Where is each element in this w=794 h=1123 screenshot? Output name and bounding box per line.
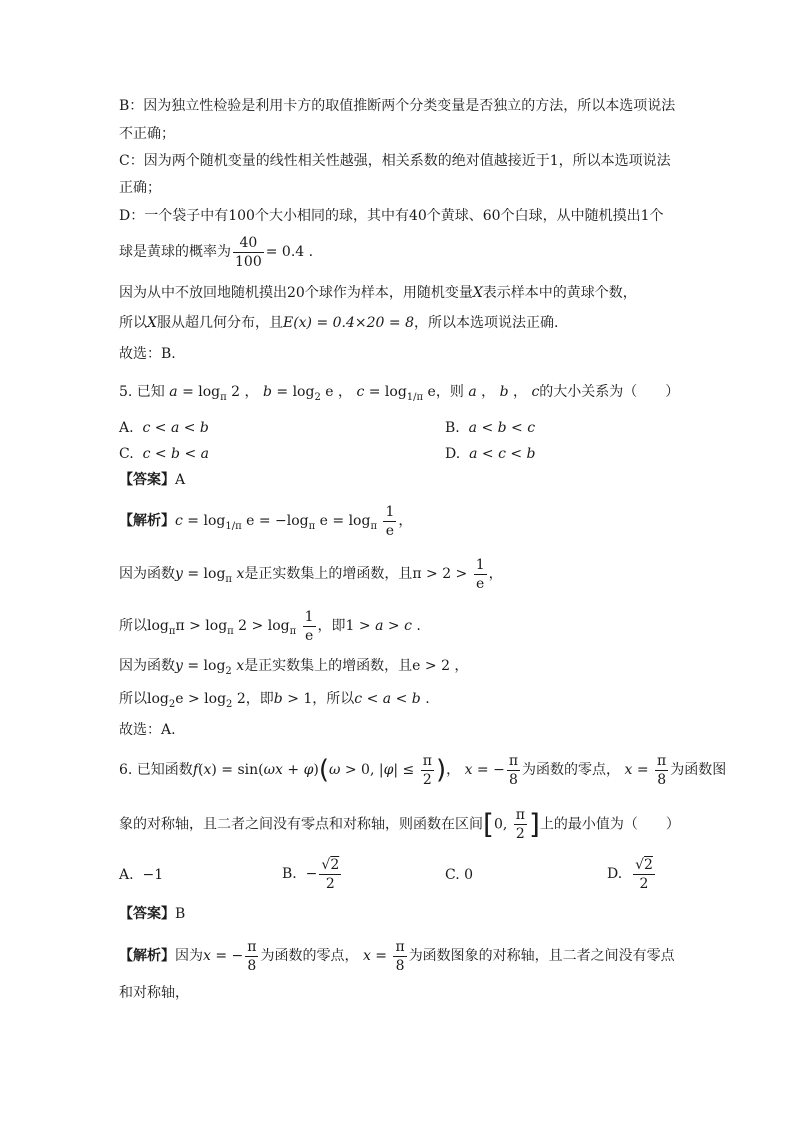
q4-d-line3 bbox=[119, 283, 637, 303]
q5-analysis-line4: 因为函数$y = \log_2 x$是正实数集上的增函数，且e > 2 ， bbox=[119, 658, 469, 677]
fraction-numerator: 40 bbox=[233, 234, 264, 253]
q5-stem-prefix: 5. 已知 bbox=[119, 384, 165, 400]
q5-l5-a: 所以 bbox=[119, 691, 147, 707]
answer-label: 【答案】 bbox=[119, 472, 175, 488]
fraction-denominator: 100 bbox=[235, 253, 262, 270]
option-expr: c < a < b bbox=[142, 420, 209, 436]
q5-option-b bbox=[445, 418, 535, 438]
option-label: D. bbox=[607, 866, 623, 882]
option-label: D. bbox=[445, 446, 461, 462]
q4-d-line4-b: 服从超几何分布，且 bbox=[156, 315, 283, 331]
q4-d-line3-a: 因为从中不放回地随机摸出20个球作为样本，用随机变量 bbox=[119, 285, 473, 301]
q6-stem2-b: 上的最小值为（ ） bbox=[539, 816, 680, 833]
q5-analysis-line5: 所以$\log_2e > \log_2 2$，即b > 1，所以c < a < b . bbox=[119, 691, 430, 710]
q4-d-line2-text: 球是黄球的概率为 bbox=[119, 244, 231, 260]
q5-l2-b: 是正实数集上的增函数，且 bbox=[244, 566, 413, 582]
q6-an-b: 为函数的零点， bbox=[260, 948, 359, 964]
q6-analysis-line1: 【解析】因为x = − $\frac{\pi}{8}$ 为函数的零点， x = $\frac{\pi}{8}$ 为函数图象的对称轴，且二者之间没有零点 bbox=[119, 938, 675, 974]
q5-analysis-line3: 所以$\log_\pi\pi > \log_\pi 2 > \log_\pi$ $\frac{1}{e}$ ，即1 > a > c . bbox=[119, 608, 421, 644]
q4-c-line1: C：因为两个随机变量的线性相关性越强，相关系数的绝对值越接近于1，所以本选项说法 bbox=[119, 153, 671, 169]
q5-l3-b: ，即 bbox=[317, 618, 346, 634]
option-label: B. bbox=[445, 420, 460, 436]
q4-b-line1: B：因为独立性检验是利用卡方的取值推断两个分类变量是否独立的方法，所以本选项说法 bbox=[119, 98, 676, 114]
q6-stem-line1: 6. 已知函数f(x) = sin(ωx + φ)(ω > 0, |φ| ≤ $\frac{\pi}{2}$ )， x = − $\frac{\pi}{8}$ 为函数的零点， x = $\frac{\pi}{8}$ 为函数图 bbox=[119, 752, 727, 788]
q5-stem-end: 的大小关系为（ ） bbox=[539, 384, 680, 400]
q5-answer bbox=[119, 470, 185, 490]
q6-an-a: 因为 bbox=[175, 948, 203, 964]
q5-pick: 故选：A. bbox=[119, 722, 176, 738]
q6-analysis-line2: 和对称轴， bbox=[119, 985, 189, 1001]
answer-value: A bbox=[175, 472, 186, 488]
option-expr: a < b < c bbox=[468, 420, 536, 436]
q6-stem2-a: 象的对称轴，且二者之间没有零点和对称轴，则函数在区间 bbox=[119, 816, 483, 833]
q6-option-a bbox=[119, 865, 163, 885]
q6-an-c: 为函数图象的对称轴，且二者之间没有零点 bbox=[408, 948, 675, 964]
q4-b-line2: 不正确； bbox=[119, 126, 175, 142]
q4-pick: 故选：B. bbox=[119, 346, 176, 362]
q4-d-line4 bbox=[119, 313, 558, 333]
q6-answer bbox=[119, 904, 185, 924]
q6-stem-b: 为函数的零点， bbox=[522, 762, 621, 778]
option-label: C. bbox=[119, 446, 134, 462]
analysis-label: 【解析】 bbox=[119, 513, 175, 529]
q5-l3-a: 所以 bbox=[119, 618, 147, 634]
q6-option-d: D. $\frac{√2}{2}$ bbox=[607, 856, 653, 892]
q6-option-b: B. − $\frac{√2}{2}$ bbox=[282, 856, 340, 892]
q4-c-line2: 正确； bbox=[119, 180, 161, 196]
q6-option-c: C. 0 bbox=[445, 867, 474, 883]
expectation-expr: E(x) = 0.4×20 = 8 bbox=[282, 315, 414, 331]
option-expr: −1 bbox=[142, 867, 164, 883]
q4-d-line2-suffix: = 0.4 . bbox=[265, 244, 314, 260]
q5-analysis-line1: 【解析】$c = \log_{1/\pi} e = -\log_\pi$ $e = \log_\pi$ $\frac{1}{e}$ ， bbox=[119, 503, 413, 539]
q5-option-a bbox=[119, 418, 209, 438]
option-expr: a < c < b bbox=[469, 446, 536, 462]
option-expr: c < b < a bbox=[142, 446, 209, 462]
q5-l4-b: 是正实数集上的增函数，且 bbox=[244, 658, 413, 674]
var-x: X bbox=[472, 285, 483, 301]
q5-stem: 5. 已知 $a = \log_\pi 2$ ， $b = \log_2 e$ ， $c = \log_{1/\pi} e$，则 a ， b ， c的大小关系为（ ） bbox=[119, 384, 680, 403]
q6-stem-a: 6. 已知函数 bbox=[119, 762, 193, 778]
option-label: B. bbox=[282, 866, 297, 882]
q4-d-line2 bbox=[119, 232, 313, 272]
analysis-label: 【解析】 bbox=[119, 948, 175, 964]
option-label: A. bbox=[119, 867, 134, 883]
q6-stem-c: 为函数图 bbox=[670, 762, 727, 778]
answer-value: B bbox=[175, 906, 186, 922]
probability-fraction bbox=[233, 234, 264, 271]
q4-d-line4-a: 所以 bbox=[119, 315, 147, 331]
q5-l5-b: ，即 bbox=[245, 691, 274, 707]
var-x: X bbox=[147, 315, 157, 331]
q5-l2-a: 因为函数 bbox=[119, 566, 175, 582]
q4-d-line4-c: ，所以本选项说法正确. bbox=[414, 315, 559, 331]
q6-stem-line2: 象的对称轴，且二者之间没有零点和对称轴，则函数在区间[0, $\frac{\pi}{2}$ ]上的最小值为（ ） bbox=[119, 807, 680, 842]
q4-d-line3-b: 表示样本中的黄球个数， bbox=[482, 285, 637, 301]
q4-d-line1: D：一个袋子中有100个大小相同的球，其中有40个黄球、60个白球，从中随机摸出1个 bbox=[119, 208, 664, 224]
q5-l5-c: ，所以 bbox=[312, 691, 355, 707]
option-label: A. bbox=[119, 420, 134, 436]
q5-stem-suffix: ，则 bbox=[435, 384, 464, 400]
q5-l4-a: 因为函数 bbox=[119, 658, 175, 674]
q5-option-d bbox=[445, 444, 536, 464]
q5-option-c bbox=[119, 444, 209, 464]
q5-analysis-line2: 因为函数$y = \log_\pi x$是正实数集上的增函数，且π > 2 > $\frac{1}{e}$ ， bbox=[119, 556, 503, 592]
answer-label: 【答案】 bbox=[119, 906, 175, 922]
